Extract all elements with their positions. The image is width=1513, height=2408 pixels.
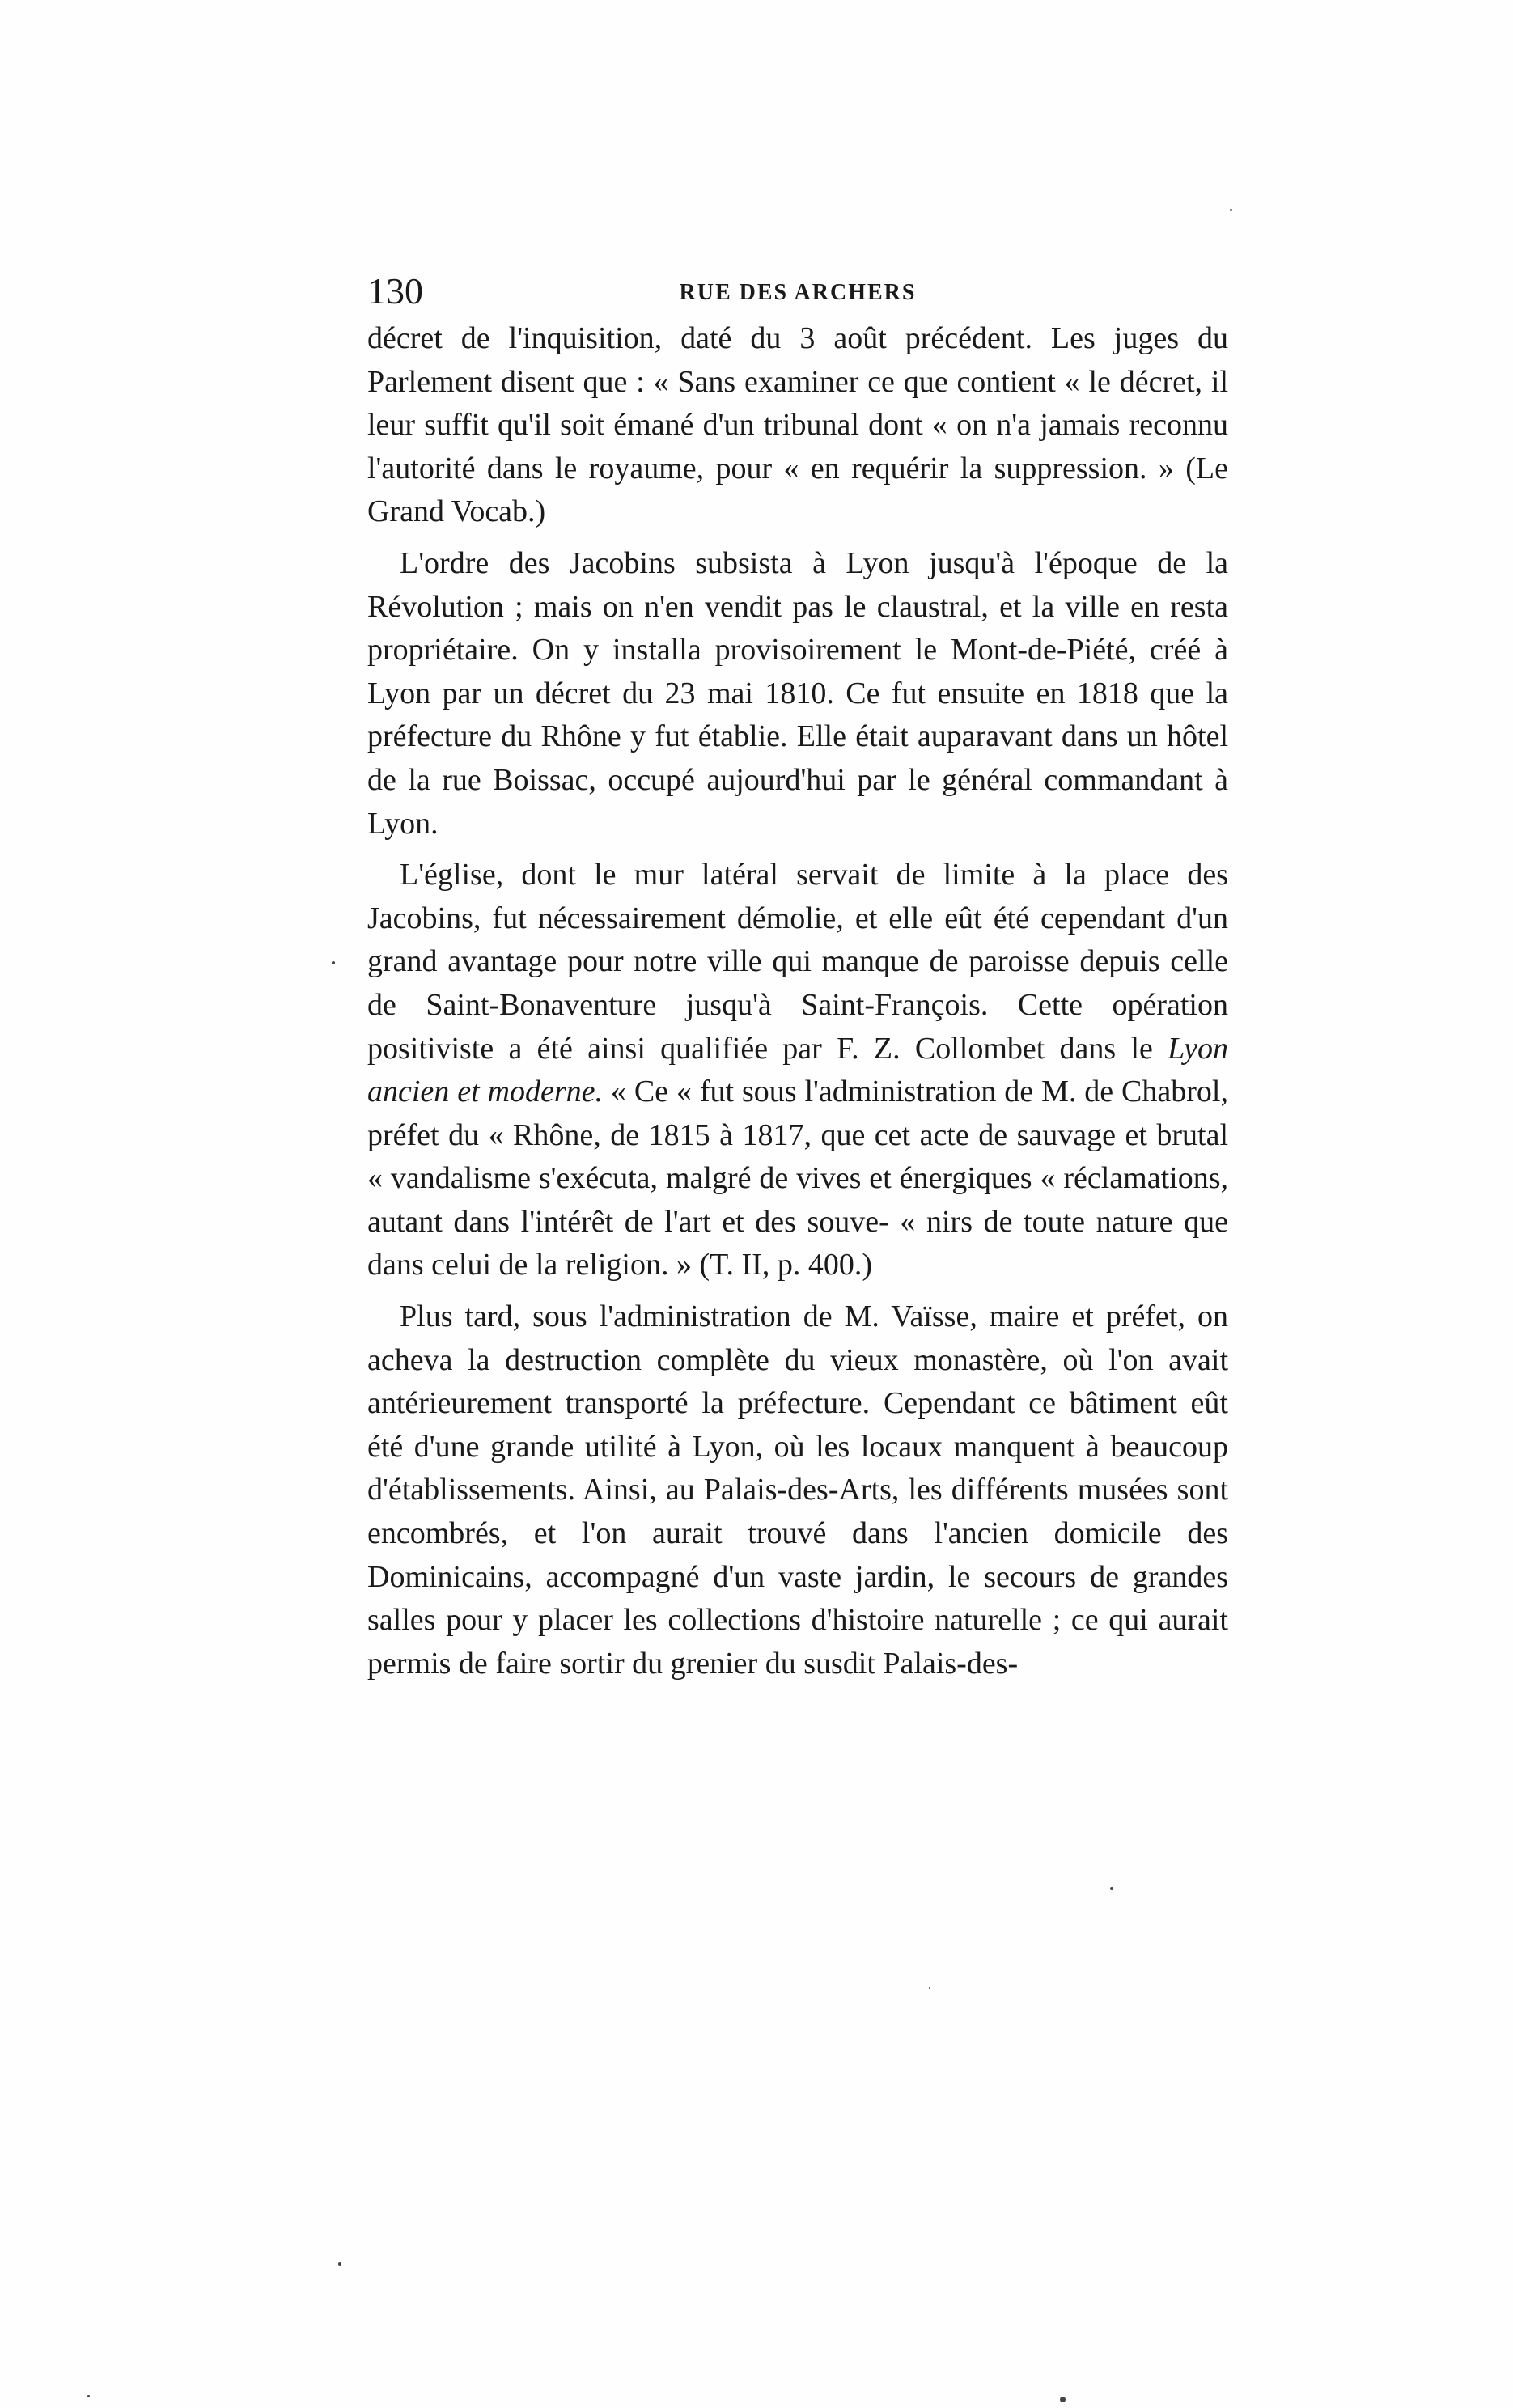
scan-speck bbox=[332, 961, 335, 964]
scan-speck bbox=[87, 2395, 90, 2397]
body-text bbox=[367, 317, 1228, 1685]
scan-speck bbox=[1110, 1887, 1113, 1890]
paragraph-4: Plus tard, sous l'administration de M. Vaïsse, maire et préfet, on acheva la destruction complète du vieux monastère, où l'on avait antérieurement transporté la préfecture. Cependant ce bâtiment eût été d'une grande utilité à Lyon, où les locaux manquent à beaucoup d'établissements. Ainsi, au Palais-des-Arts, les différents musées sont encombrés, et l'on aurait trouvé dans l'ancien domicile des Dominicains, accompagné d'un vaste jardin, le secours de grandes salles pour y placer les collections d'histoire naturelle ; ce qui aurait permis de faire sortir du grenier du susdit Palais-des- bbox=[367, 1299, 1228, 1681]
book-title: Lyon ancien et moderne. bbox=[367, 1031, 1228, 1109]
scan-speck bbox=[1230, 209, 1232, 211]
running-title: RUE DES ARCHERS bbox=[679, 280, 917, 305]
scan-speck bbox=[1060, 2397, 1066, 2402]
paragraph-1: décret de l'inquisition, daté du 3 août précédent. Les juges du Parlement disent que : « Sans examiner ce que contient « le décret, il leur suffit qu'il soit émané d'un tribunal dont « on n'a jamais reconnu l'autorité dans le royaume, pour « en requérir la suppression. » (Le Grand Vocab.) bbox=[367, 321, 1228, 529]
paragraph-3-text-before: L'église, dont le mur latéral servait de limite à la place des Jacobins, fut nécessairement démolie, et elle eût été cependant d'un grand avantage pour notre ville qui manque de paroisse depuis celle de Saint-Bonaventure jusqu'à Saint-François. Cette opération positiviste a été ainsi qualifiée par F. Z. Collombet dans le bbox=[367, 858, 1228, 1066]
paragraph-2: L'ordre des Jacobins subsista à Lyon jusqu'à l'époque de la Révolution ; mais on n'en vendit pas le claustral, et la ville en resta propriétaire. On y installa provisoirement le Mont-de-Piété, créé à Lyon par un décret du 23 mai 1810. Ce fut ensuite en 1818 que la préfecture du Rhône y fut établie. Elle était auparavant dans un hôtel de la rue Boissac, occupé aujourd'hui par le général commandant à Lyon. bbox=[367, 545, 1228, 841]
running-head bbox=[367, 267, 1228, 316]
page-number: 130 bbox=[367, 270, 423, 312]
scan-speck bbox=[338, 2262, 341, 2266]
paragraph-3 bbox=[367, 854, 1228, 1287]
scan-speck bbox=[929, 1987, 930, 1989]
paragraph-3-text-after: « Ce « fut sous l'administration de M. de Chabrol, préfet du « Rhône, de 1815 à 1817, que cet acte de sauvage et brutal « vandalisme s'exécuta, malgré de vives et énergiques « réclamations, autant dans l'intérêt de l'art et des souve- « nirs de toute nature que dans celui de la religion. » (T. II, p. 400.) bbox=[367, 1075, 1228, 1282]
